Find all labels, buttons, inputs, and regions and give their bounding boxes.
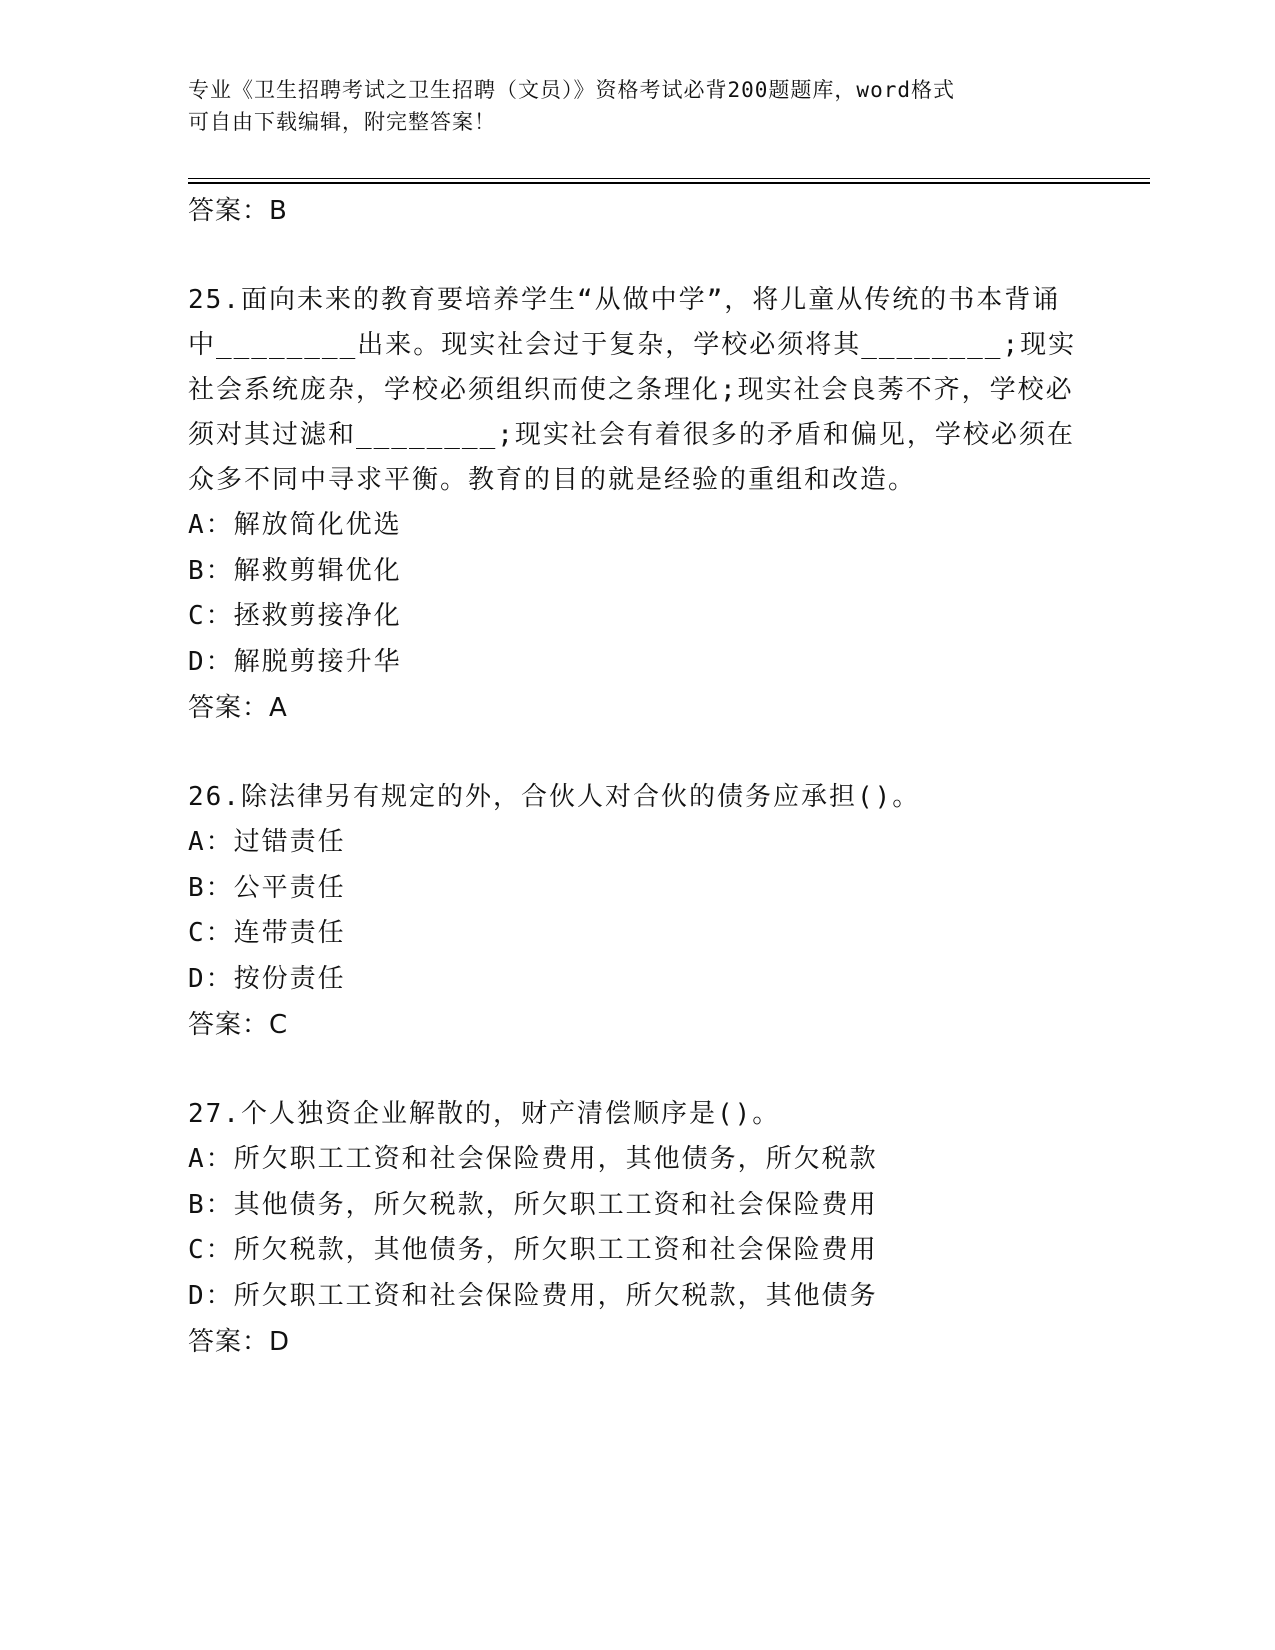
option-d: D：按份责任 [188,963,346,994]
option-a: A：解放简化优选 [188,510,402,540]
header-divider-thin [188,178,1150,179]
option-b: B：公平责任 [188,872,346,903]
spacer [188,1048,1088,1092]
header-line-2: 可自由下载编辑，附完整答案！ [188,110,496,134]
document-header [188,74,1068,138]
option-c: C：连带责任 [188,918,346,948]
question-text: 25.面向未来的教育要培养学生“从做中学”，将儿童从传统的书本背诵中________出来。现实社会过于复杂，学校必须将其________;现实社会系统庞杂，学校必须组织而使之条理化;现实社会良莠不齐，学校必须对其过滤和________;现实社会有着很多的矛盾和偏见，学校必须在众多不同中寻求平衡。教育的目的就是经验的重组和改造。 [188,285,1077,495]
previous-answer: 答案：B [188,196,288,226]
spacer [188,731,1088,775]
question-text: 27.个人独资企业解散的，财产清偿顺序是()。 [188,1099,781,1129]
question-block-26 [188,775,1088,1048]
spacer [188,234,1088,278]
option-d: D：所欠职工工资和社会保险费用，所欠税款，其他债务 [188,1280,878,1311]
header-divider-thick [188,182,1150,184]
document-body [188,188,1088,1365]
question-block-27 [188,1092,1088,1365]
option-c: C：所欠税款，其他债务，所欠职工工资和社会保险费用 [188,1235,878,1265]
answer: 答案：A [188,693,288,723]
option-d: D：解脱剪接升华 [188,646,402,677]
option-b: B：其他债务，所欠税款，所欠职工工资和社会保险费用 [188,1189,878,1220]
question-block-25 [188,278,1088,731]
question-text: 26.除法律另有规定的外，合伙人对合伙的债务应承担()。 [188,782,921,812]
answer: 答案：D [188,1327,291,1357]
option-b: B：解救剪辑优化 [188,555,402,586]
answer: 答案：C [188,1010,289,1040]
header-line-1: 专业《卫生招聘考试之卫生招聘（文员）》资格考试必背200题题库，word格式 [188,78,955,102]
option-a: A：所欠职工工资和社会保险费用，其他债务，所欠税款 [188,1144,878,1174]
option-a: A：过错责任 [188,827,346,857]
option-c: C：拯救剪接净化 [188,601,402,631]
